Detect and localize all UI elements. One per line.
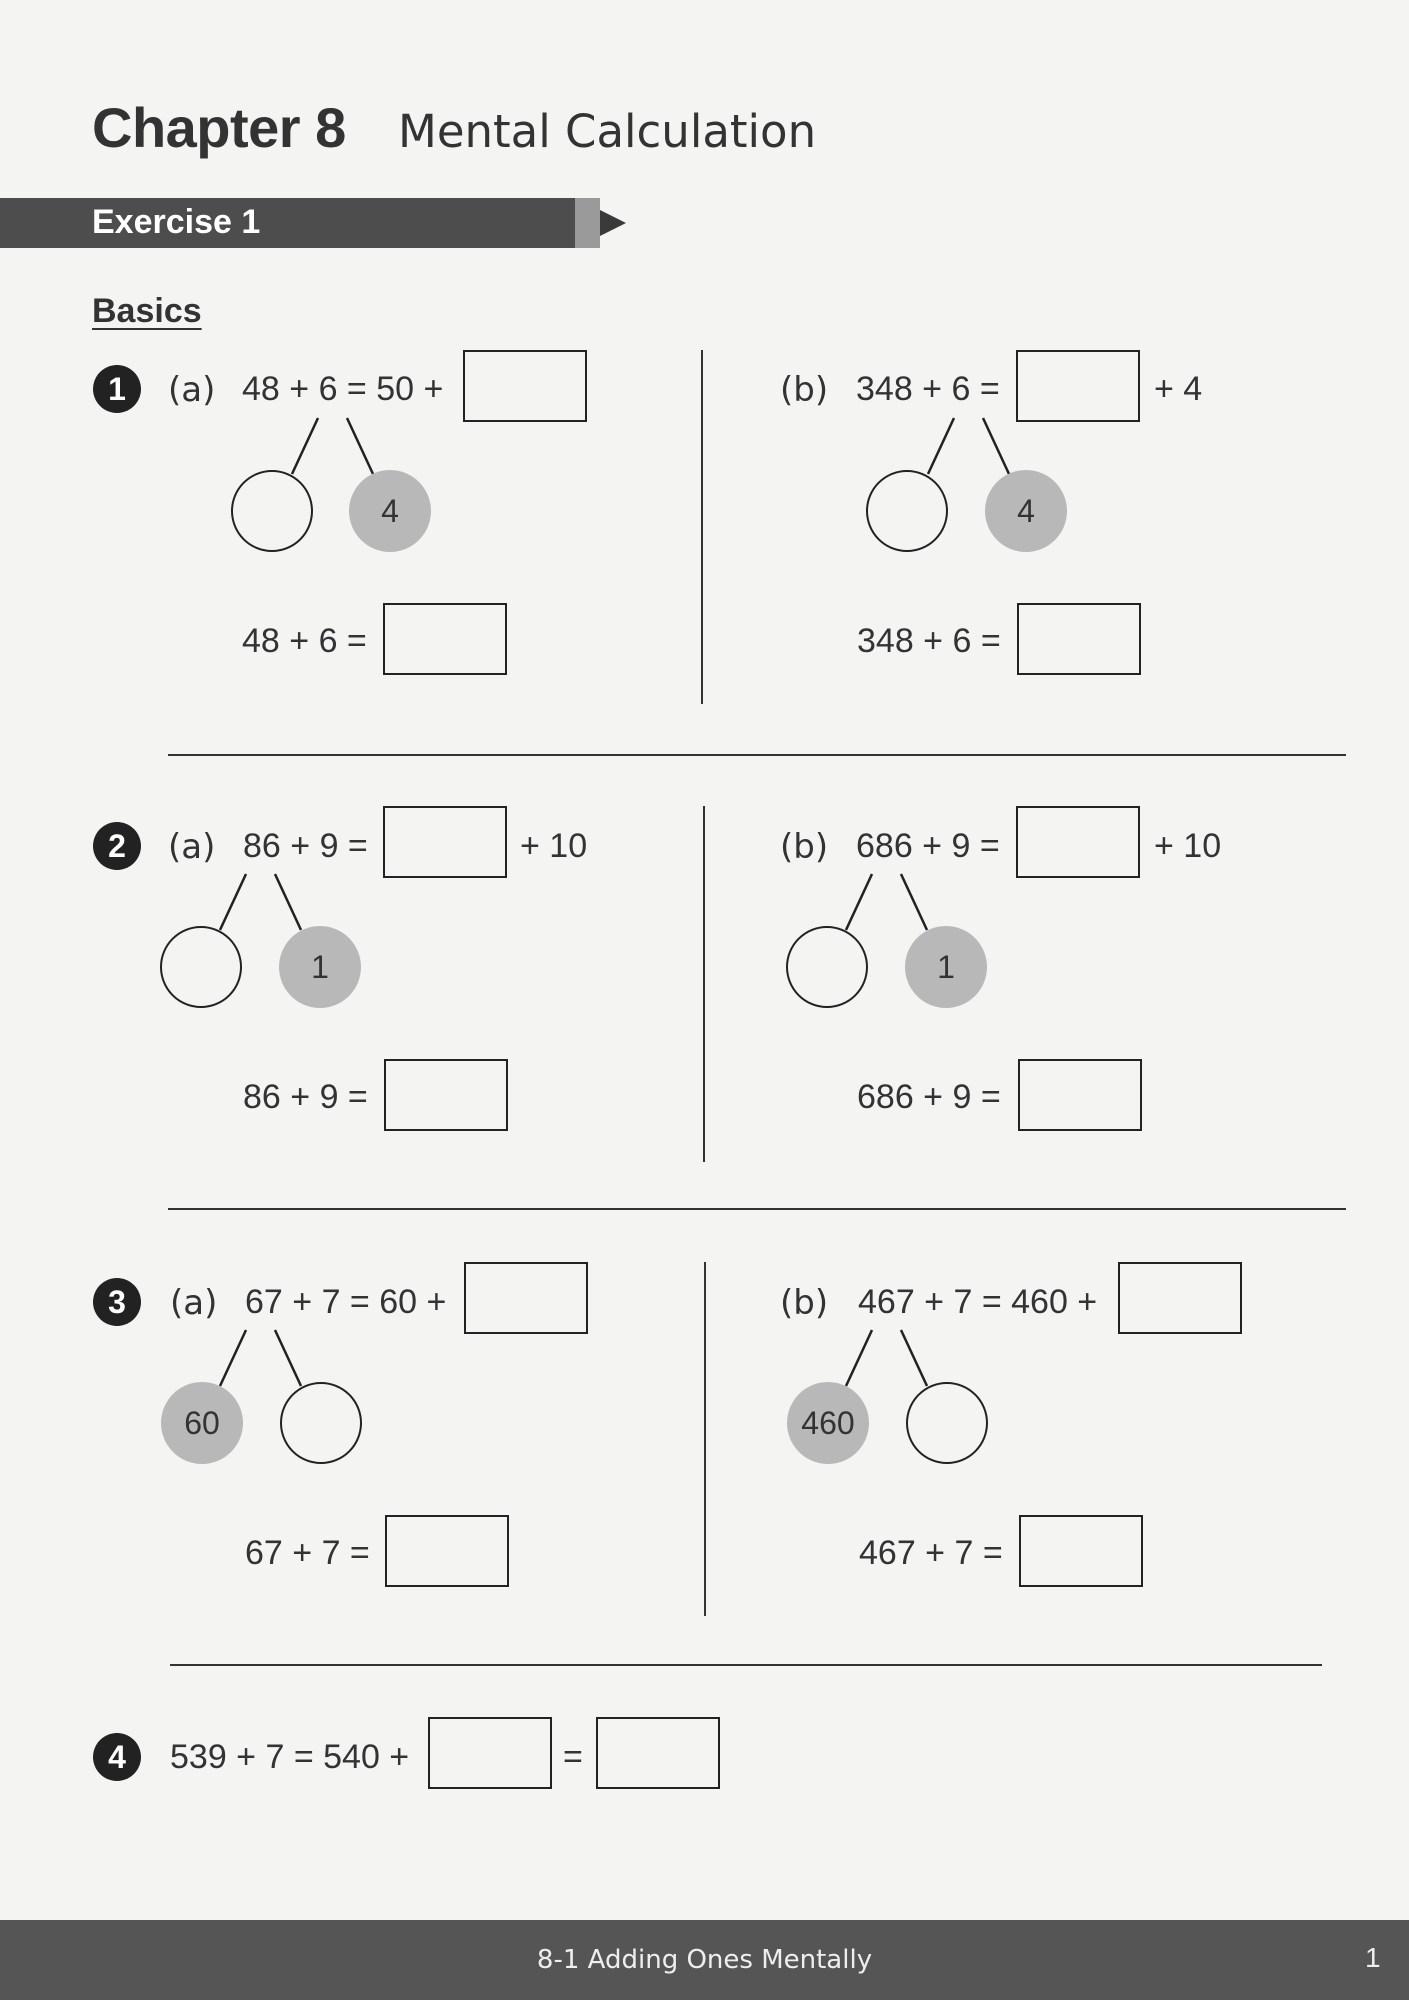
q4-equation: 539 + 7 = 540 + bbox=[170, 1738, 410, 1776]
q2b-bond-circle-given: 1 bbox=[905, 926, 987, 1008]
q2b-part-label: (b) bbox=[780, 827, 829, 867]
q3a-bond-circle-empty[interactable] bbox=[280, 1382, 362, 1464]
section-heading: Basics bbox=[92, 292, 202, 330]
question-number-3: 3 bbox=[93, 1278, 141, 1326]
q2b-answer-box[interactable] bbox=[1016, 806, 1140, 878]
q3b-answer-box[interactable] bbox=[1118, 1262, 1242, 1334]
chapter-title: Mental Calculation bbox=[398, 105, 817, 158]
q2b-equation-tail: + 10 bbox=[1154, 827, 1222, 865]
q2b-equation: 686 + 9 = bbox=[856, 827, 1000, 865]
q1b-bond-circle-empty[interactable] bbox=[866, 470, 948, 552]
q2a-bond-circle-empty[interactable] bbox=[160, 926, 242, 1008]
column-divider bbox=[703, 806, 705, 1162]
q3b-result-equation: 467 + 7 = bbox=[859, 1534, 1003, 1572]
question-number-1: 1 bbox=[93, 365, 141, 413]
row-divider bbox=[168, 754, 1346, 756]
q3b-equation: 467 + 7 = 460 + bbox=[858, 1283, 1098, 1321]
footer-section-title: 8-1 Adding Ones Mentally bbox=[536, 1945, 873, 1975]
q3a-bond-circle-given: 60 bbox=[161, 1382, 243, 1464]
q3b-part-label: (b) bbox=[780, 1283, 829, 1323]
q2b-result-box[interactable] bbox=[1018, 1059, 1142, 1131]
q3a-result-equation: 67 + 7 = bbox=[245, 1534, 370, 1572]
row-divider bbox=[168, 1208, 1346, 1210]
q3a-answer-box[interactable] bbox=[464, 1262, 588, 1334]
q1b-answer-box[interactable] bbox=[1016, 350, 1140, 422]
q4-answer-box-2[interactable] bbox=[596, 1717, 720, 1789]
q1a-part-label: (a) bbox=[168, 370, 216, 410]
q1a-bond-circle-empty[interactable] bbox=[231, 470, 313, 552]
q1a-answer-box[interactable] bbox=[463, 350, 587, 422]
question-number-4: 4 bbox=[93, 1733, 141, 1781]
q2a-answer-box[interactable] bbox=[383, 806, 507, 878]
q3b-bond-circle-given: 460 bbox=[787, 1382, 869, 1464]
page-number: 1 bbox=[1365, 1942, 1381, 1973]
q2a-bond-circle-given: 1 bbox=[279, 926, 361, 1008]
q3a-equation: 67 + 7 = 60 + bbox=[245, 1283, 447, 1321]
q2b-result-equation: 686 + 9 = bbox=[857, 1078, 1001, 1116]
q2a-part-label: (a) bbox=[168, 827, 216, 867]
q1b-result-equation: 348 + 6 = bbox=[857, 622, 1001, 660]
q3a-result-box[interactable] bbox=[385, 1515, 509, 1587]
column-divider bbox=[701, 350, 703, 704]
column-divider bbox=[704, 1262, 706, 1616]
q1a-result-equation: 48 + 6 = bbox=[242, 622, 367, 660]
q1b-result-box[interactable] bbox=[1017, 603, 1141, 675]
q2a-equation-tail: + 10 bbox=[520, 827, 588, 865]
q1a-result-box[interactable] bbox=[383, 603, 507, 675]
q2a-result-box[interactable] bbox=[384, 1059, 508, 1131]
q2a-equation: 86 + 9 = bbox=[243, 827, 368, 865]
q1b-part-label: (b) bbox=[780, 370, 829, 410]
q4-answer-box-1[interactable] bbox=[428, 1717, 552, 1789]
q1b-bond-circle-given: 4 bbox=[985, 470, 1067, 552]
chapter-number: Chapter 8 bbox=[92, 96, 346, 159]
q1b-equation-tail: + 4 bbox=[1154, 370, 1203, 408]
question-number-2: 2 bbox=[93, 822, 141, 870]
q1b-equation: 348 + 6 = bbox=[856, 370, 1000, 408]
q2b-bond-circle-empty[interactable] bbox=[786, 926, 868, 1008]
row-divider bbox=[170, 1664, 1322, 1666]
q3b-result-box[interactable] bbox=[1019, 1515, 1143, 1587]
q1a-equation: 48 + 6 = 50 + bbox=[242, 370, 444, 408]
q3b-bond-circle-empty[interactable] bbox=[906, 1382, 988, 1464]
q3a-part-label: (a) bbox=[170, 1283, 218, 1323]
q4-equals-sign: = bbox=[563, 1738, 583, 1776]
exercise-label: Exercise 1 bbox=[92, 203, 261, 241]
q2a-result-equation: 86 + 9 = bbox=[243, 1078, 368, 1116]
q1a-bond-circle-given: 4 bbox=[349, 470, 431, 552]
